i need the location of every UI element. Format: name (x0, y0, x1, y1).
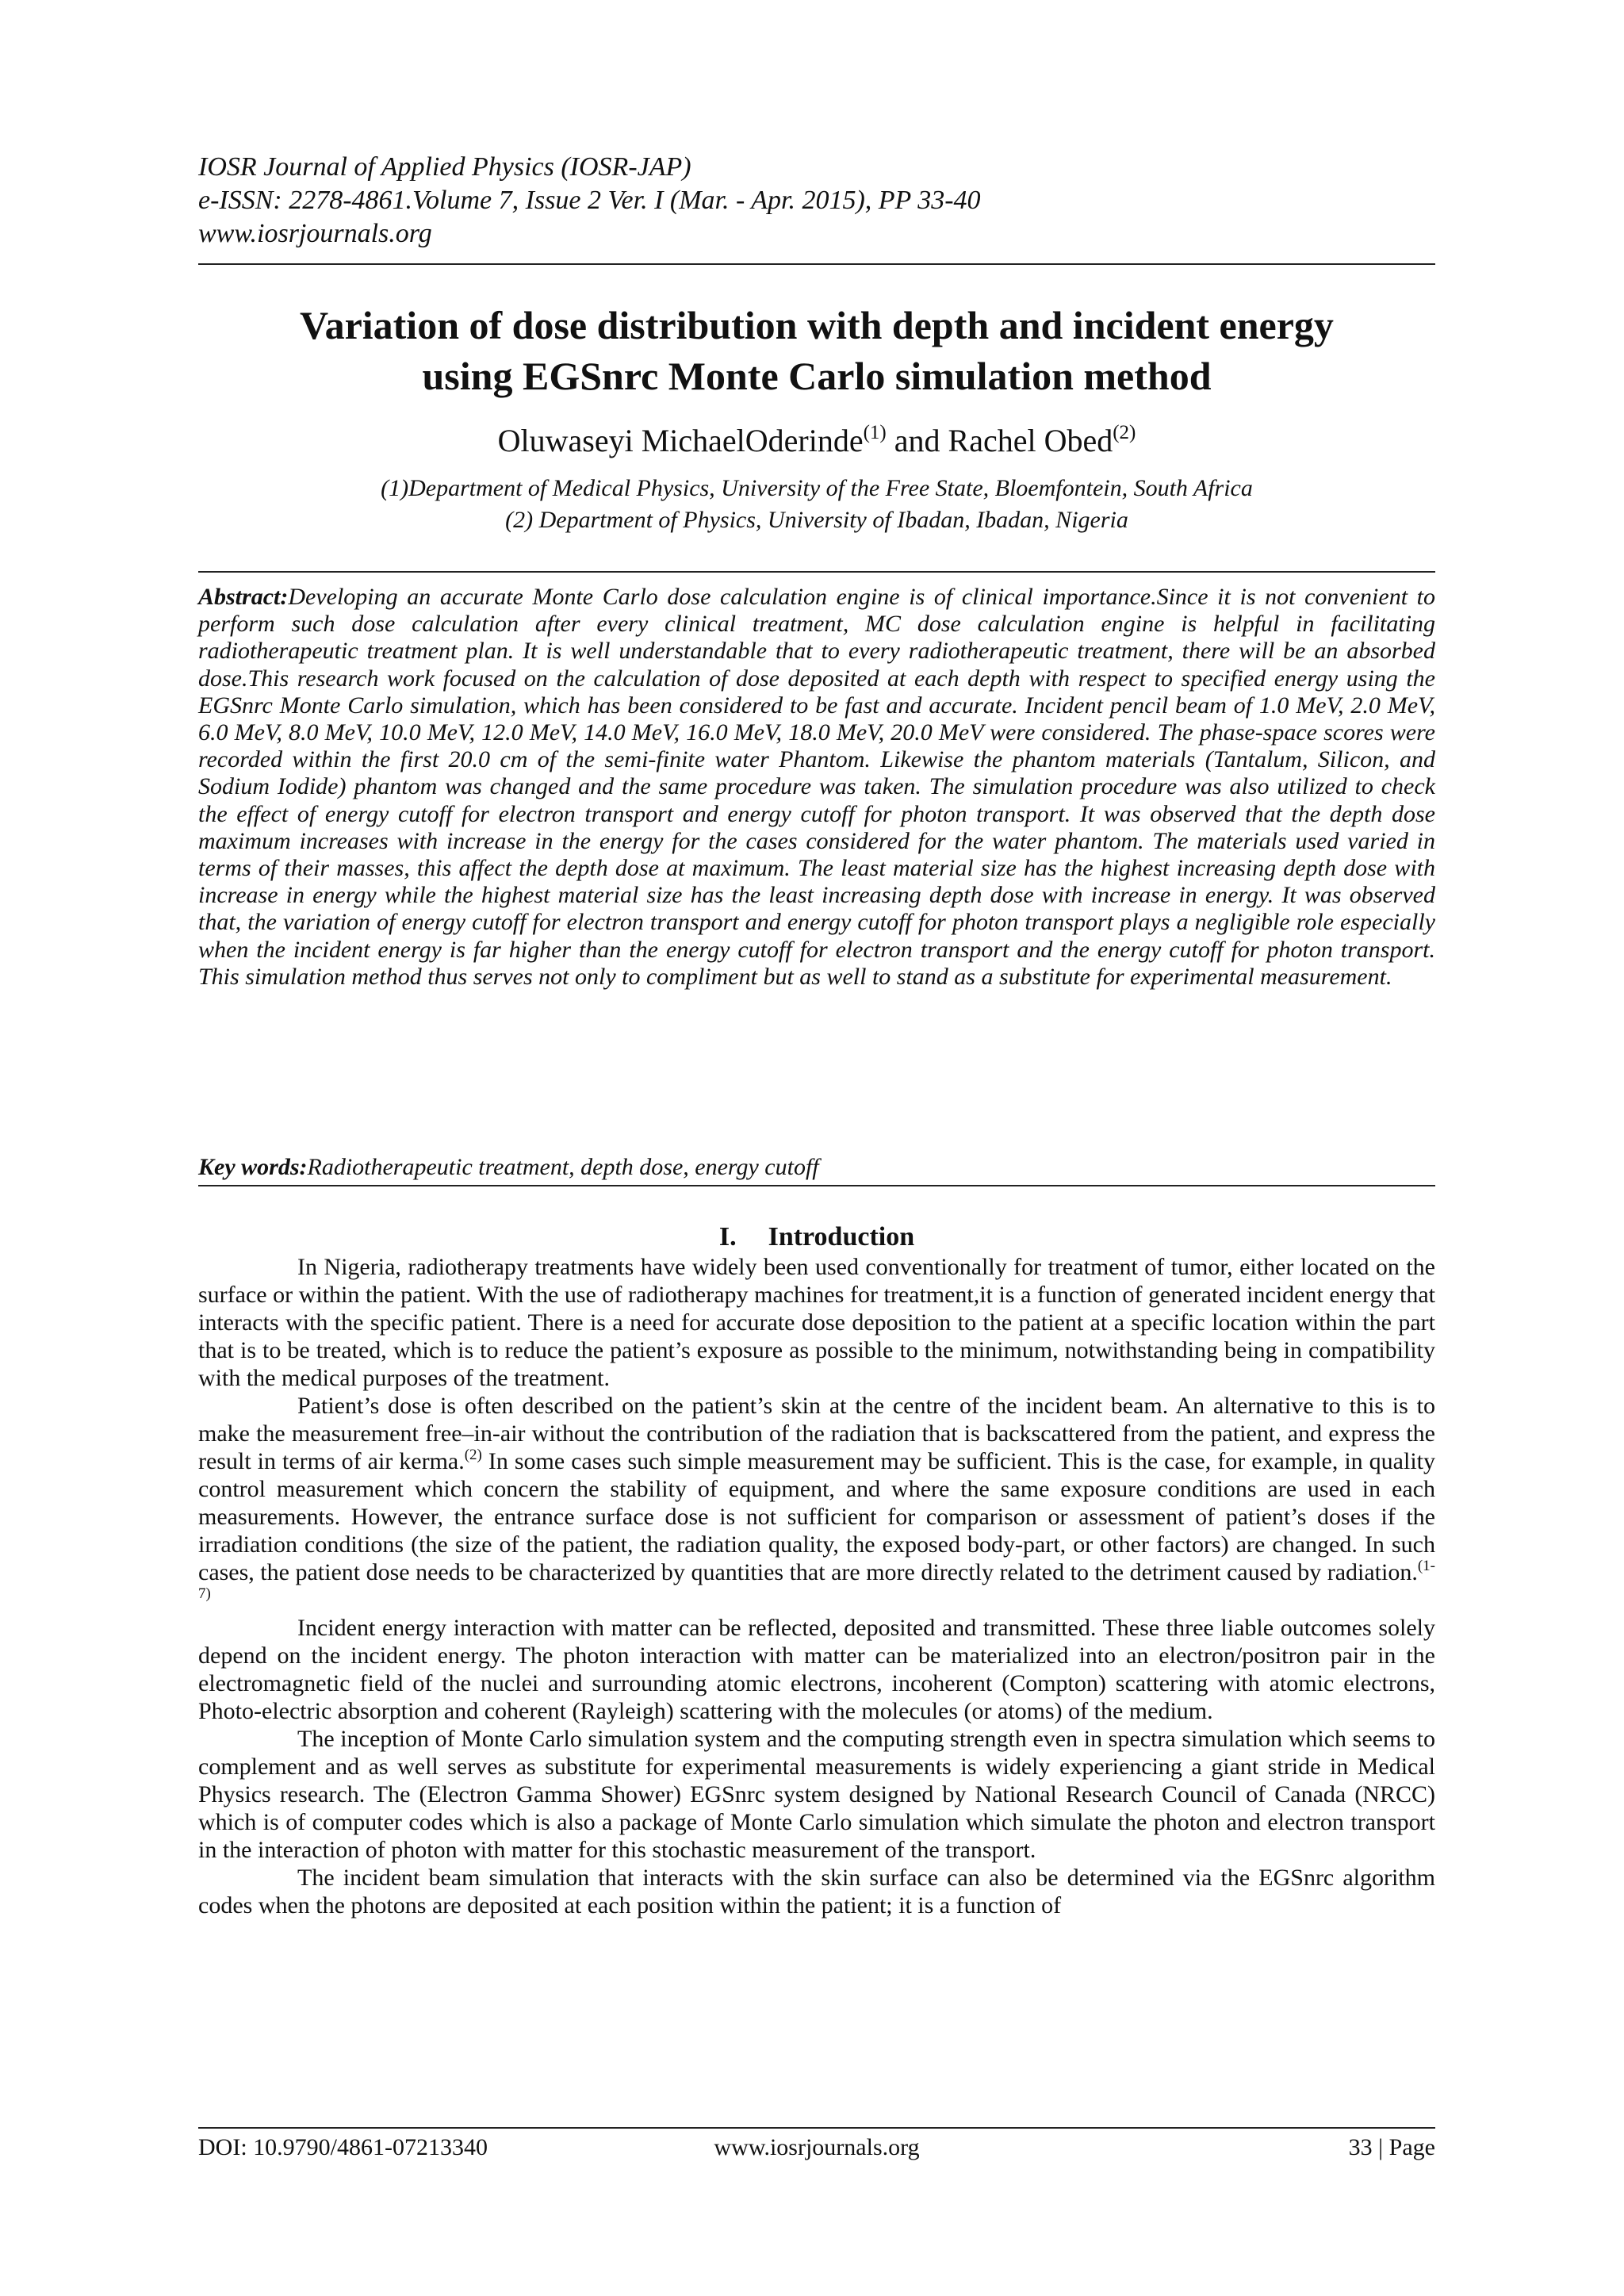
keywords-text: Radiotherapeutic treatment, depth dose, energy cutoff (307, 1154, 819, 1180)
journal-header (198, 151, 1435, 251)
citation-2: (2) (464, 1447, 482, 1463)
affiliation-2: (2) Department of Physics, University of Ibadan, Ibadan, Nigeria (505, 507, 1128, 533)
affiliation-1: (1)Department of Medical Physics, University of the Free State, Bloemfontein, South Africa (381, 475, 1253, 501)
header-divider (198, 263, 1435, 265)
author-affiliation-mark-2: (2) (1113, 422, 1136, 443)
introduction-body (198, 1253, 1435, 1919)
author-name-2: Rachel Obed (948, 423, 1113, 458)
title-line-1: Variation of dose distribution with depth and incident energy (300, 303, 1334, 347)
footer-page-number: 33 | Page (1348, 2134, 1435, 2160)
paragraph-2 (198, 1392, 1435, 1614)
paragraph-4: The inception of Monte Carlo simulation system and the computing strength even in spectra simulation which seems to complement and as well serves as substitute for experimental measurements is widely experiencing a giant stride in Medical Physics research. The (Electron Gamma Shower) EGSnrc system designed by National Research Council of Canada (NRCC) which is of computer codes which is also a package of Monte Carlo simulation which simulate the photon and electron transport in the interaction of photon with matter for this stochastic measurement of the transport. (198, 1726, 1435, 1863)
abstract-text: Developing an accurate Monte Carlo dose calculation engine is of clinical importance.Since it is not convenient to perform such dose calculation after every clinical treatment, MC dose calculation engine is helpful in facilitating radiotherapeutic treatment plan. It is well understandable that to every radiotherapeutic treatment, there will be an absorbed dose.This research work focused on the calculation of dose deposited at each depth with respect to specified energy using the EGSnrc Monte Carlo simulation, which has been considered to be fast and accurate. Incident pencil beam of 1.0 MeV, 2.0 MeV, 6.0 MeV, 8.0 MeV, 10.0 MeV, 12.0 MeV, 14.0 MeV, 16.0 MeV, 18.0 MeV, 20.0 MeV were considered. The phase-space scores were recorded within the first 20.0 cm of the semi-finite water Phantom. Likewise the phantom materials (Tantalum, Silicon, and Sodium Iodide) phantom was changed and the same procedure was taken. The simulation procedure was also utilized to check the effect of energy cutoff for electron transport and energy cutoff for photon transport. It was observed that the depth dose maximum increases with increase in the energy for the cases considered for the water phantom. The materials used varied in terms of their masses, this affect the depth dose at maximum. The least material size has the highest increasing depth dose with increase in energy while the highest material size has the least increasing depth dose with increase in energy. It was observed that, the variation of energy cutoff for electron transport and energy cutoff for photon transport plays a negligible role especially when the incident energy is far higher than the energy cutoff for electron transport and the energy cutoff for photon transport. This simulation method thus serves not only to compliment but as well to stand as a substitute for experimental measurement. (198, 584, 1435, 990)
footer-website: www.iosrjournals.org (714, 2134, 920, 2160)
abstract (198, 584, 1435, 991)
footer-divider (198, 2127, 1435, 2129)
abstract-label: Abstract: (198, 584, 289, 610)
author-connector: and (886, 423, 948, 458)
paragraph-5: The incident beam simulation that interacts with the skin surface can also be determined via the EGSnrc algorithm codes when the photons are deposited at each position within the patient; it is a function of (198, 1865, 1435, 1918)
keywords (198, 1153, 1435, 1182)
journal-issue: e-ISSN: 2278-4861.Volume 7, Issue 2 Ver. I (Mar. - Apr. 2015), PP 33-40 (198, 186, 981, 215)
keywords-label: Key words: (198, 1154, 308, 1180)
section-heading (198, 1221, 1435, 1253)
citation-1-7: (1-7) (198, 1558, 1435, 1602)
author-name-1: Oluwaseyi MichaelOderinde (497, 423, 864, 458)
journal-website: www.iosrjournals.org (198, 219, 432, 248)
paragraph-3: Incident energy interaction with matter can be reflected, deposited and transmitted. These three liable outcomes solely depend on the incident energy. The photon interaction with matter can be materialized into an electron/positron pair in the electromagnetic field of the nuclei and surrounding atomic electrons, incoherent (Compton) scattering with atomic electrons, Photo-electric absorption and coherent (Rayleigh) scattering with the molecules (or atoms) of the medium. (198, 1615, 1435, 1724)
author-list (198, 422, 1435, 460)
paragraph-2-part-1: Patient’s dose is often described on the patient’s skin at the centre of the incident beam. An alternative to this is to make the measurement free–in-air without the contribution of the radiation that is backscattered from the patient, and express the result in terms of air kerma. (198, 1393, 1435, 1474)
section-number: I. (718, 1222, 737, 1251)
paper-title (198, 300, 1435, 401)
abstract-divider (198, 571, 1435, 573)
keywords-divider (198, 1185, 1435, 1186)
footer-doi: DOI: 10.9790/4861-07213340 (198, 2134, 488, 2160)
paragraph-2-part-2: In some cases such simple measurement may be sufficient. This is the case, for example, in quality control measurement which concern the stability of equipment, and where the same exposure conditions are used in each measurements. However, the entrance surface dose is not sufficient for comparison or assessment of patient’s doses if the irradiation conditions (the size of the patient, the radiation quality, the exposed body-part, or other factors) are changed. In such cases, the patient dose needs to be characterized by quantities that are more directly related to the detriment caused by radiation. (198, 1448, 1435, 1585)
page-footer (198, 2132, 1435, 2164)
title-line-2: using EGSnrc Monte Carlo simulation method (422, 354, 1212, 398)
journal-name: IOSR Journal of Applied Physics (IOSR-JAP) (198, 152, 691, 182)
author-affiliation-mark-1: (1) (863, 422, 887, 443)
section-title: Introduction (768, 1222, 915, 1251)
paragraph-1: In Nigeria, radiotherapy treatments have widely been used conventionally for treatment of tumor, either located on the surface or within the patient. With the use of radiotherapy machines for treatment,it is a function of generated incident energy that interacts with the specific patient. There is a need for accurate dose deposition to the patient at a specific location within the part that is to be treated, which is to reduce the patient’s exposure as possible to the minimum, notwithstanding being in compatibility with the medical purposes of the treatment. (198, 1254, 1435, 1391)
